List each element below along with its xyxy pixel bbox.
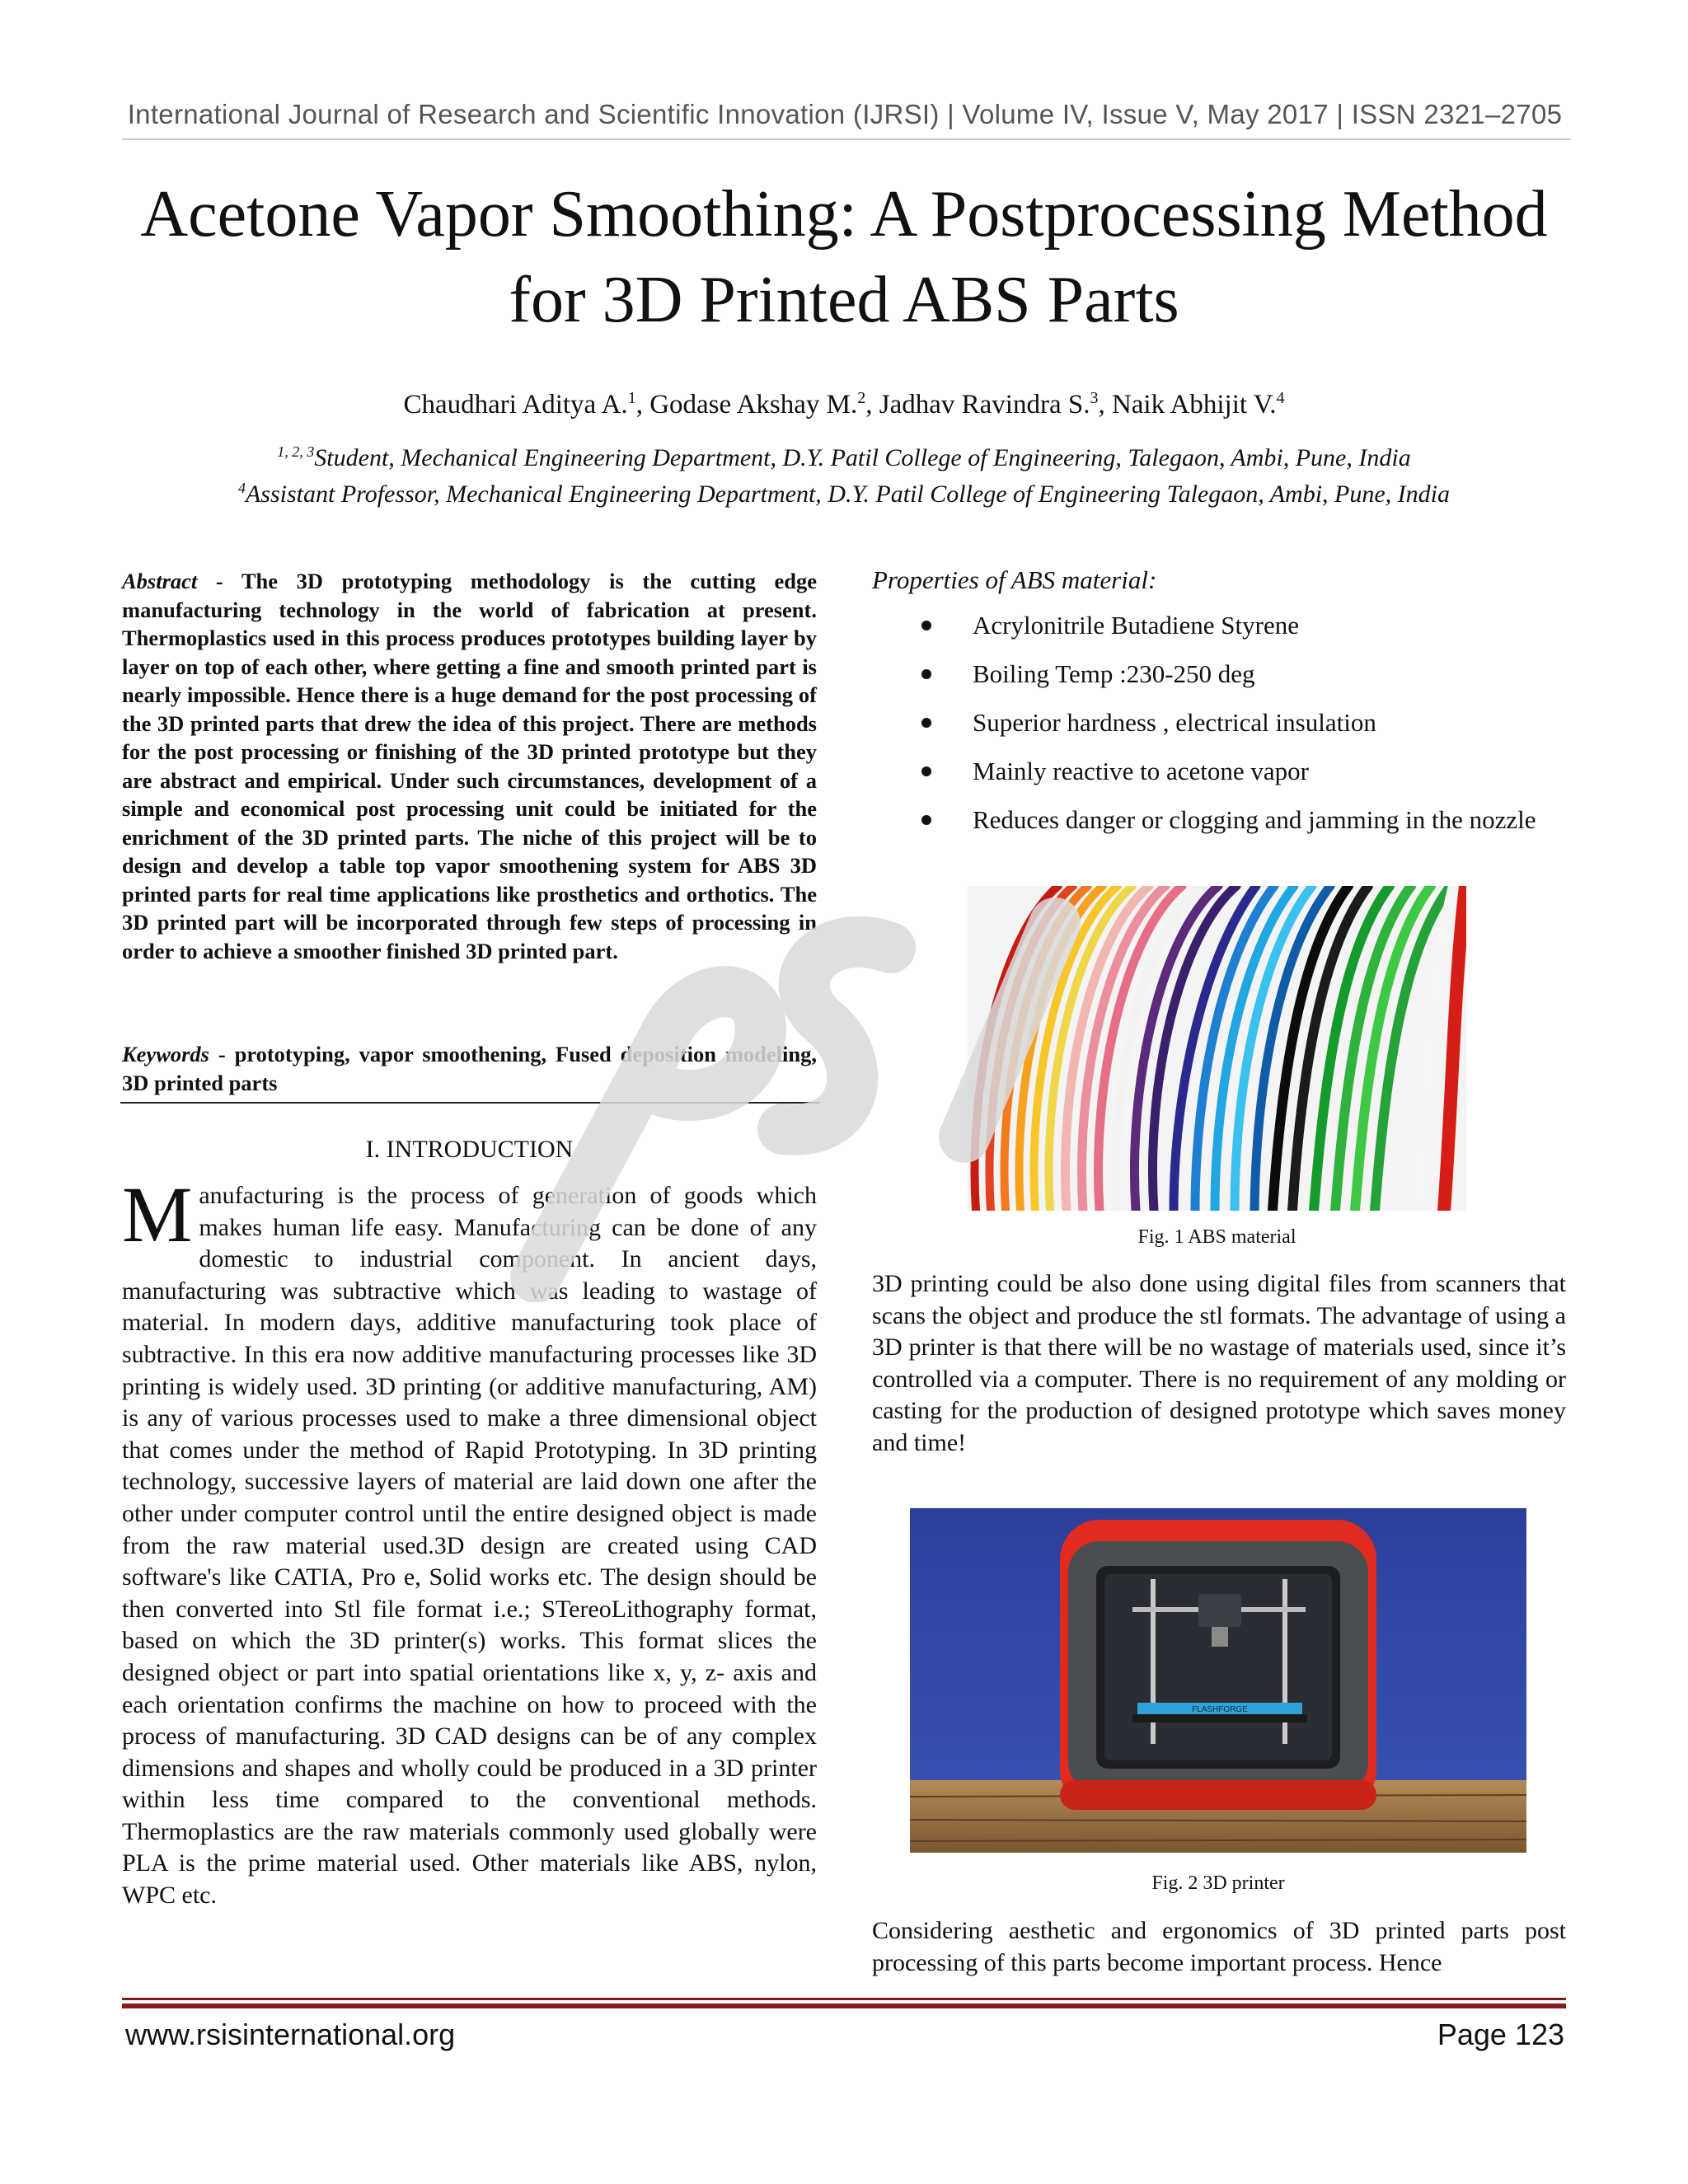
paper-title [82,171,1606,343]
footer-divider-thick [122,2004,1566,2008]
author: Naik Abhijit V. [1111,390,1277,419]
printer-logo: FLASHFORGE [1192,1705,1248,1714]
introduction-body [122,1170,817,1912]
section-heading-introduction: I. INTRODUCTION [365,1136,574,1163]
footer-divider [122,1998,1566,2000]
paragraph-3d-printing: 3D printing could be also done using digital files from scanners that scans the object and produce the stl formats. The advantage of using a 3D printer is that there will be no wastage of materials used, since it’s controlled via a computer. There is no requirement of any molding or casting for the production of designed prototype which saves money and time! [872,1270,1566,1456]
author-sup: 2 [857,389,866,407]
paragraph-post-processing: Considering aesthetic and ergonomics of 3D printed parts post processing of this parts become important process. Hence [872,1917,1566,1976]
keywords-divider [120,1102,820,1104]
title-line-2: for 3D Printed ABS Parts [509,264,1179,336]
drop-cap: M [122,1170,193,1258]
footer-website[interactable]: www.rsisinternational.org [125,2018,456,2051]
abstract-text: The 3D prototyping methodology is the cutting edge manufacturing technology in the world of fabrication at present. Thermoplastics used in this process produces prototypes building layer by layer on top of each other, where getting a fine and smooth printed part is nearly impossible. Hence there is a huge demand for the post processing of the 3D printed parts that drew the idea of this project. There are methods for the post processing or finishing of the 3D printed prototype but they are abstract and empirical. Under such circumstances, development of a simple and economical post processing unit could be initiated for the enrichment of the 3D printed parts. The niche of this project will be to design and develop a table top vapor smoothening system for ABS 3D printed parts for real time applications like prosthetics and orthotics. The 3D printed part will be incorporated through few steps of processing in order to achieve a smoother finished 3D printed part. [122,569,817,963]
keywords-text: prototyping, vapor smoothening, Fused deposition modeling, 3D printed parts [122,1042,818,1095]
bullet-icon [921,669,931,679]
bullet-icon [921,621,931,630]
author-sup: 3 [1090,389,1099,407]
affiliation-students [82,443,1606,472]
author-sup: 4 [1276,389,1285,407]
author: Jadhav Ravindra S. [879,390,1090,419]
journal-header: International Journal of Research and Scientific Innovation (IJRSI) | Volume IV, Issue V, May 2017 | ISSN 2321–2705 [127,99,1563,129]
title-line-1: Acetone Vapor Smoothing: A Postprocessing Method [140,178,1548,251]
printer-illustration [910,1508,1526,1853]
abstract [122,567,817,965]
bullet-icon [921,766,931,776]
affiliation-text: Student, Mechanical Engineering Department, D.Y. Patil College of Engineering, Talegaon, Ambi, Pune, India [314,444,1411,471]
bullet-icon [921,815,931,825]
author-list: Chaudhari Aditya A.$^1$, Godase Akshay M.$^2$, Jadhav Ravindra S.$^3$, Naik Abhijit V.$^4$ [403,389,1285,419]
abstract-label: Abstract [122,569,198,593]
affiliation-professor [82,480,1606,509]
list-item: Acrylonitrile Butadiene Styrene [872,610,1566,641]
introduction-text: anufacturing is the process of generation of goods which makes human life easy. Manufacturing can be done of any domestic to industrial component. In ancient days, manufacturing was subtractive which was leading to wastage of material. In modern days, additive manufacturing took place of subtractive. In this era now additive manufacturing processes like 3D printing is widely used. 3D printing (or additive manufacturing, AM) is any of various processes used to make a three dimensional object that comes under the method of Rapid Prototyping. In 3D printing technology, successive layers of material are laid down one after the other under computer control until the entire designed object is made from the raw material used.3D design are created using CAD software's like CATIA, Pro e, Solid works etc. The design should be then converted into Stl file format i.e.; STereoLithography format, based on which the 3D printer(s) works. This format slices the designed object or part into spatial orientations like x, y, z- axis and each orientation confirms the machine on how to proceed with the process of manufacturing. 3D CAD designs can be of any complex dimensions and shapes and wholly could be produced in a 3D printer within less time compared to the conventional methods. Thermoplastics are the raw materials commonly used globally were PLA is the prime material used. Other materials like ABS, nylon, WPC etc. [122,1182,817,1910]
header-divider [122,138,1571,140]
figure-caption-1: Fig. 1 ABS material [1137,1226,1296,1248]
list-item: Mainly reactive to acetone vapor [872,756,1566,787]
figure-abs-filament [968,886,1466,1211]
bullet-icon [921,718,931,728]
list-item: Reduces danger or clogging and jamming in the nozzle [872,804,1566,836]
properties-heading: Properties of ABS material: [872,565,1157,594]
affiliation-text: Assistant Professor, Mechanical Engineering Department, D.Y. Patil College of Engineering Talegaon, Ambi, Pune, India [245,480,1450,508]
affiliation-sup: 4 [237,480,246,496]
author: Chaudhari Aditya A. [403,390,628,419]
page-number: Page 123 [1437,2018,1564,2051]
figure-caption-2: Fig. 2 3D printer [1151,1872,1285,1894]
abstract-sep: - [197,569,241,593]
filament-illustration [968,886,1466,1211]
figure-3d-printer [910,1508,1526,1853]
author: Godase Akshay M. [649,390,858,419]
list-item: Superior hardness , electrical insulation [872,707,1566,738]
affiliation-sup: 1, 2, 3 [277,443,315,460]
author-sup: 1 [627,389,636,407]
list-item: Boiling Temp :230-250 deg [872,658,1566,690]
properties-list [872,610,1566,853]
keywords [122,1040,817,1097]
keywords-label: Keywords [122,1042,209,1066]
keywords-sep: - [209,1042,235,1066]
